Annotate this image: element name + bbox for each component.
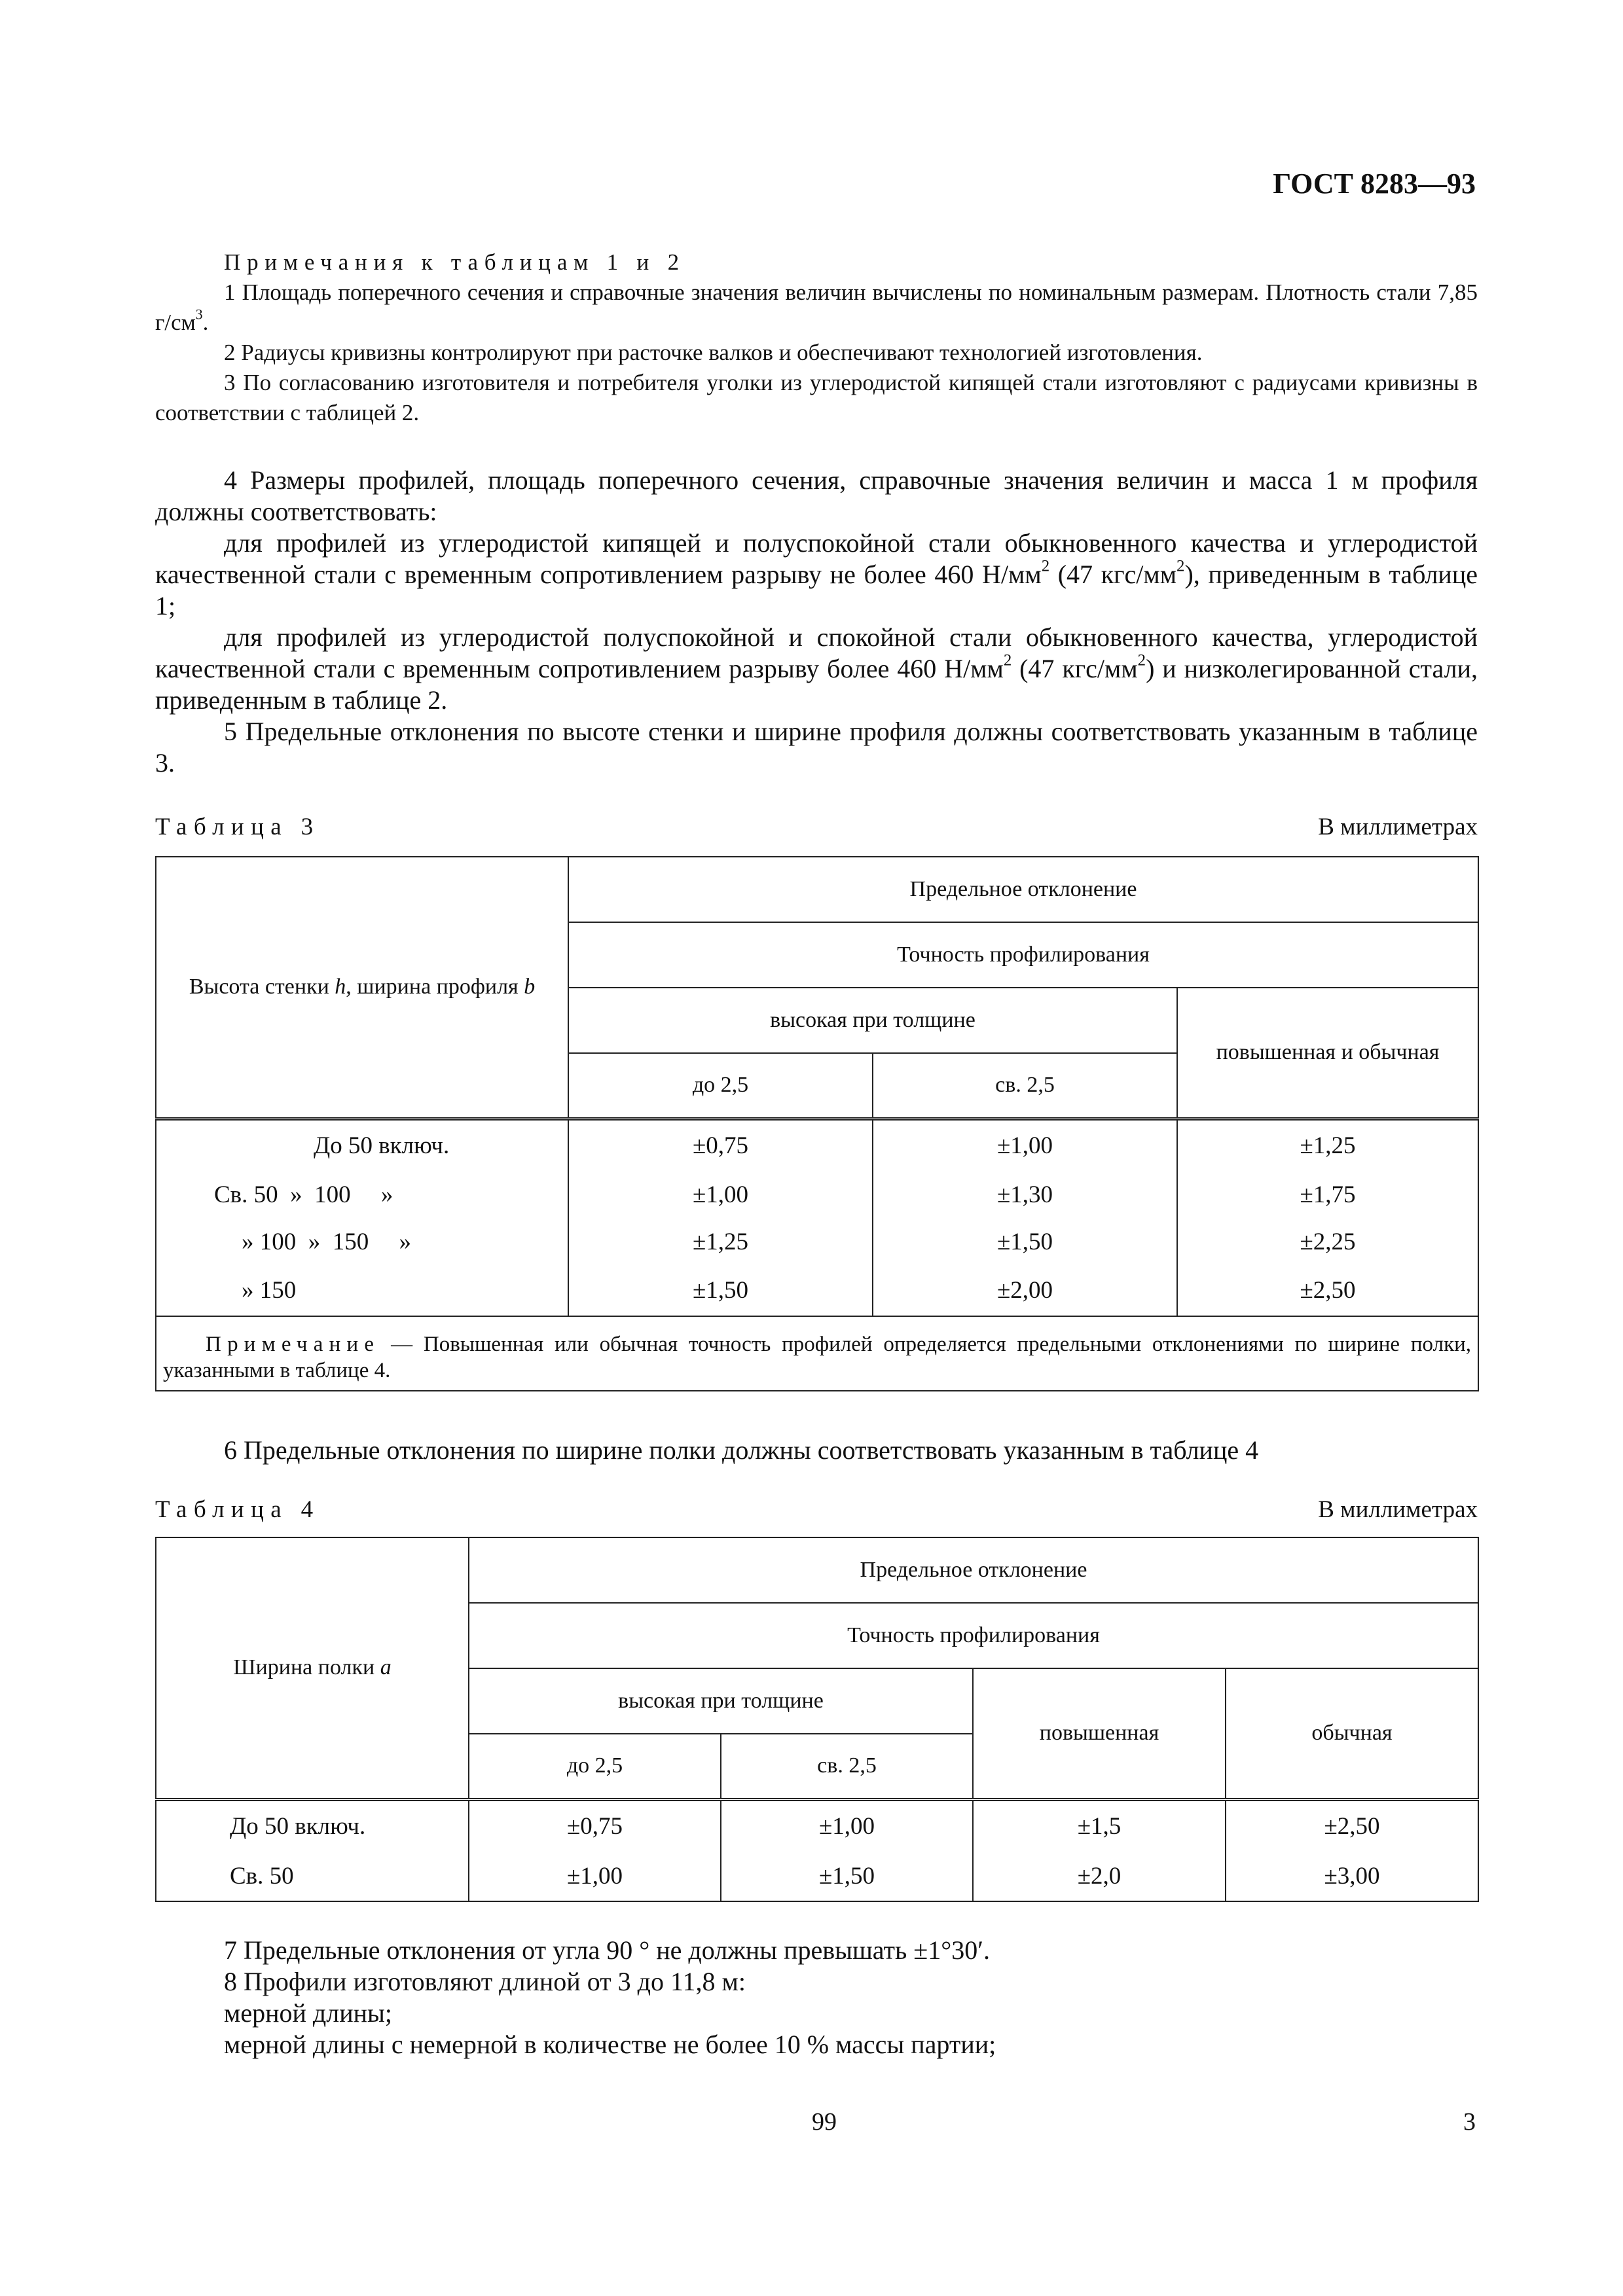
table4-header-normal: обычная	[1226, 1668, 1478, 1799]
section-4	[155, 465, 1478, 779]
table4-header-increased: повышенная	[973, 1668, 1226, 1799]
section-7	[155, 1935, 1478, 2060]
page-number-right: 3	[1463, 2108, 1476, 2136]
table4-caption-row	[155, 1496, 1478, 1524]
paragraph-5: 5 Предельные отклонения по высоте стенки и ширине профиля должны соответствовать указанным в таблице 3.	[155, 717, 1478, 778]
table4-header-gt: св. 2,5	[721, 1734, 973, 1799]
table-row: До 50 включ. ±0,75 ±1,00 ±1,5 ±2,50	[156, 1799, 1478, 1852]
table4-header-accuracy: Точность профилирования	[469, 1603, 1478, 1668]
section-6	[155, 1435, 1478, 1466]
note-1: 1 Площадь поперечного сечения и справочные значения величин вычислены по номинальным размерам. Плотность стали 7,85 $г/см^3$.	[155, 279, 1478, 335]
table3-header-deviation: Предельное отклонение	[568, 857, 1478, 922]
table3-header-other: повышенная и обычная	[1177, 988, 1478, 1119]
note-2: 2 Радиусы кривизны контролируют при расточке валков и обеспечивают технологией изготовления.	[224, 340, 1203, 365]
table3-header-high: высокая при толщине	[568, 988, 1177, 1053]
table-row: До 50 включ. ±0,75 ±1,00 ±1,25	[156, 1119, 1478, 1171]
paragraph-8a: мерной длины;	[224, 1998, 392, 2028]
table3-header-accuracy: Точность профилирования	[568, 922, 1478, 988]
doc-code: ГОСТ 8283—93	[1273, 168, 1476, 200]
table3-col-main: Высота стенки h, ширина профиля b	[156, 857, 568, 1119]
paragraph-8b: мерной длины с немерной в количестве не более 10 % массы партии;	[224, 2030, 996, 2059]
paragraph-4a: для профилей из углеродистой кипящей и полуспокойной стали обыкновенного качества и углеродистой качественной стали с временным сопротивлением разрыву не более 460 $Н/мм^2$ (47 кгс/$мм^2$), приведенным в таблице 1;	[155, 528, 1478, 620]
table3-caption: Таблица 3	[155, 814, 320, 840]
paragraph-7: 7 Предельные отклонения от угла 90 ° не должны превышать ±1°30′.	[224, 1935, 990, 1965]
table4-header-le: до 2,5	[469, 1734, 721, 1799]
notes-block	[155, 247, 1478, 428]
note-3: 3 По согласованию изготовителя и потребителя уголки из углеродистой кипящей стали изготовляют с радиусами кривизны в соответствии с таблицей 2.	[155, 370, 1478, 425]
table4-units: В миллиметрах	[1318, 1496, 1478, 1523]
notes-title: Примечания к таблицам 1 и 2	[224, 249, 685, 275]
paragraph-8: 8 Профили изготовляют длиной от 3 до 11,8 м:	[224, 1967, 746, 1996]
table4-header-deviation: Предельное отклонение	[469, 1537, 1478, 1603]
table-row: Св. 50 » 100 » ±1,00 ±1,30 ±1,75	[156, 1171, 1478, 1218]
table3-header-gt: св. 2,5	[873, 1053, 1177, 1119]
table-4	[155, 1537, 1479, 1902]
paragraph-4b: для профилей из углеродистой полуспокойной и спокойной стали обыкновенного качества, углеродистой качественной стали с временным сопротивлением разрыву более 460 $Н/мм^2$ (47 кгс/$мм^2$) и низколегированной стали, приведенным в таблице 2.	[155, 622, 1478, 715]
table3-note: Примечание — Повышенная или обычная точность профилей определяется предельными отклонениями по ширине полки, указанными в таблице 4.	[156, 1316, 1478, 1391]
paragraph-6: 6 Предельные отклонения по ширине полки должны соответствовать указанным в таблице 4	[224, 1435, 1259, 1465]
table-3	[155, 856, 1479, 1391]
table3-caption-row	[155, 813, 1478, 841]
table3-header-le: до 2,5	[568, 1053, 873, 1119]
paragraph-4: 4 Размеры профилей, площадь поперечного сечения, справочные значения величин и масса 1 м профиля должны соответствовать:	[155, 465, 1478, 526]
page-number-center: 99	[812, 2108, 837, 2136]
table-row: » 100 » 150 » ±1,25 ±1,50 ±2,25	[156, 1218, 1478, 1265]
table4-caption: Таблица 4	[155, 1496, 320, 1523]
table-row: » 150 ±1,50 ±2,00 ±2,50	[156, 1265, 1478, 1316]
table4-col-main: Ширина полки a	[156, 1537, 469, 1799]
table4-header-high: высокая при толщине	[469, 1668, 973, 1734]
table-row: Св. 50 ±1,00 ±1,50 ±2,0 ±3,00	[156, 1852, 1478, 1901]
table3-units: В миллиметрах	[1318, 814, 1478, 840]
